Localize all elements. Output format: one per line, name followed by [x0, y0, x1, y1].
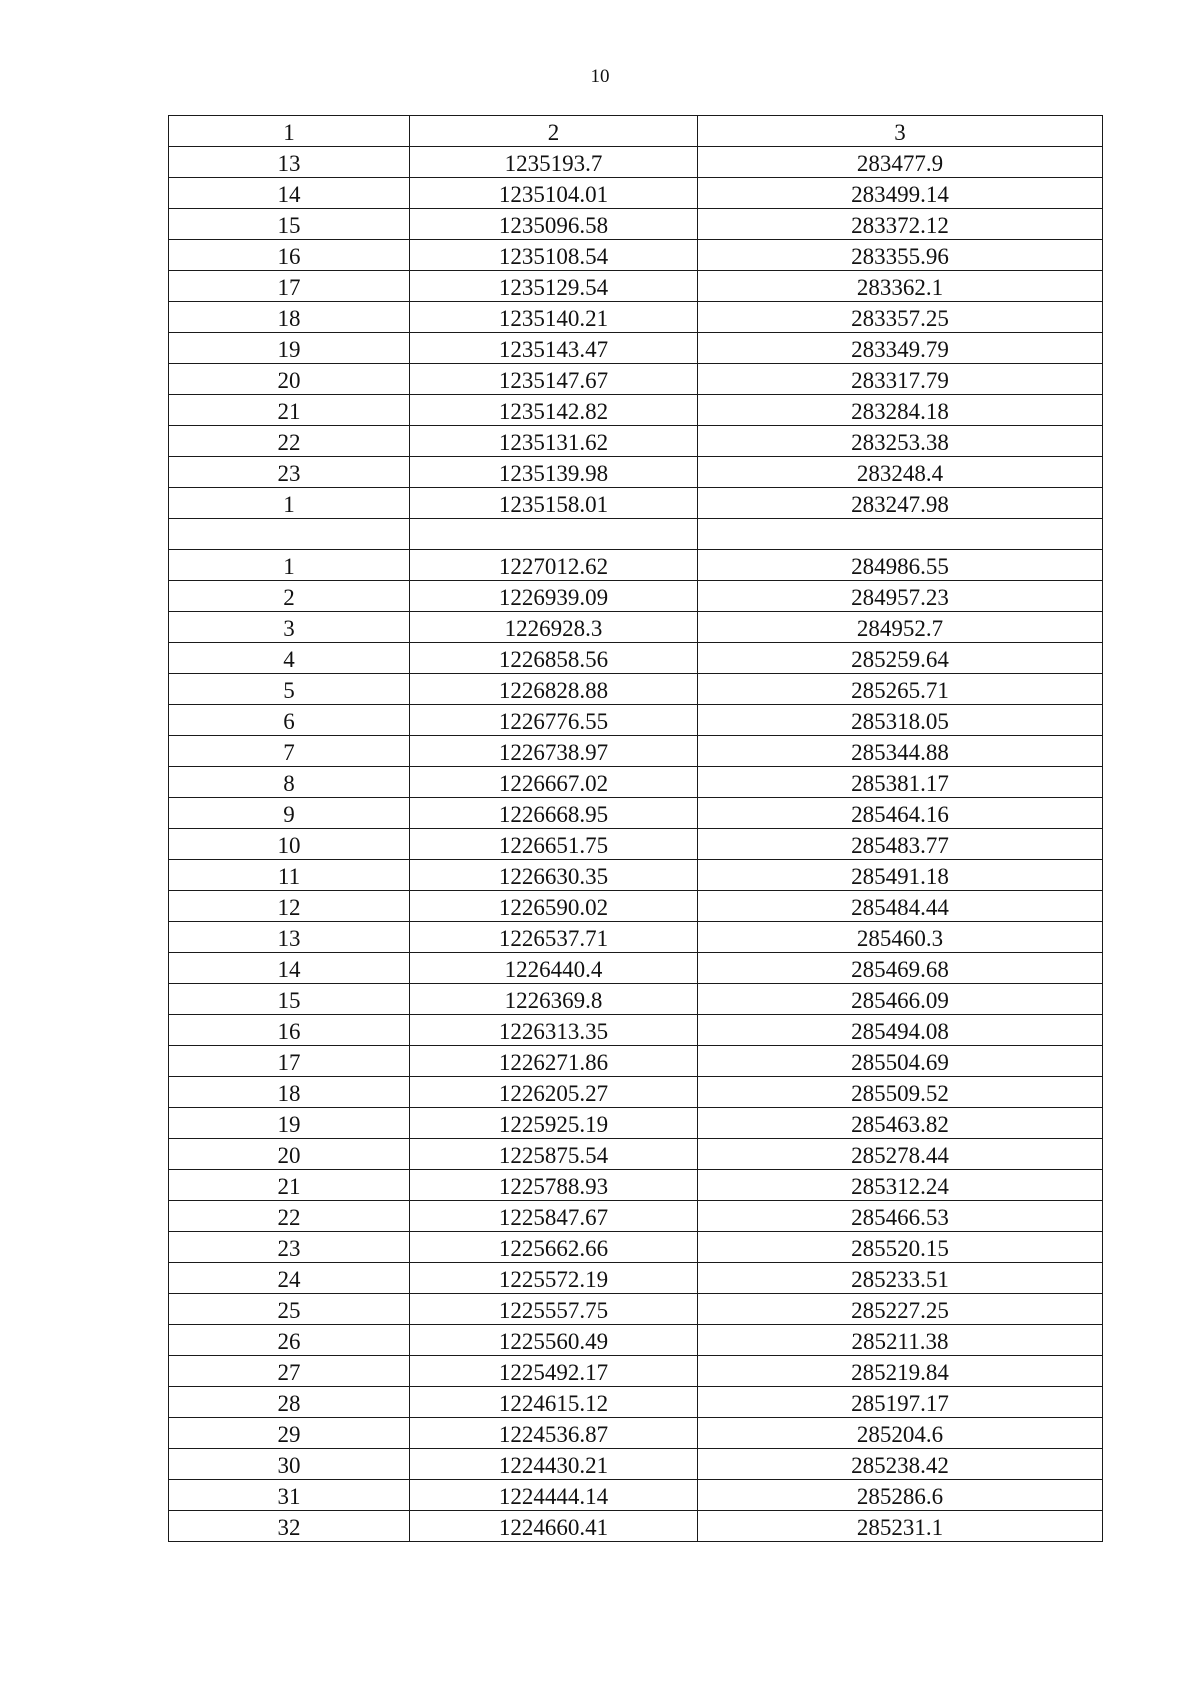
y-coordinate-cell: 285491.18 — [698, 860, 1103, 891]
table-row — [169, 457, 1103, 488]
table-row — [169, 1418, 1103, 1449]
x-coordinate-cell: 1226667.02 — [410, 767, 698, 798]
y-coordinate-cell: 283477.9 — [698, 147, 1103, 178]
point-number-cell: 18 — [169, 302, 410, 333]
x-coordinate-cell: 1225560.49 — [410, 1325, 698, 1356]
point-number-cell: 16 — [169, 1015, 410, 1046]
x-coordinate-cell: 1224536.87 — [410, 1418, 698, 1449]
point-number-cell: 29 — [169, 1418, 410, 1449]
table-row — [169, 1232, 1103, 1263]
table-row — [169, 271, 1103, 302]
x-coordinate-cell: 1226651.75 — [410, 829, 698, 860]
table-row — [169, 488, 1103, 519]
y-coordinate-cell: 284952.7 — [698, 612, 1103, 643]
table-row — [169, 1449, 1103, 1480]
y-coordinate-cell: 283357.25 — [698, 302, 1103, 333]
x-coordinate-cell: 1224444.14 — [410, 1480, 698, 1511]
table-row — [169, 395, 1103, 426]
x-coordinate-cell: 1235143.47 — [410, 333, 698, 364]
point-number-cell: 21 — [169, 395, 410, 426]
table-row — [169, 1015, 1103, 1046]
x-coordinate-cell: 1226369.8 — [410, 984, 698, 1015]
y-coordinate-cell: 283372.12 — [698, 209, 1103, 240]
y-coordinate-cell: 285509.52 — [698, 1077, 1103, 1108]
point-number-cell: 1 — [169, 550, 410, 581]
point-number-cell: 27 — [169, 1356, 410, 1387]
x-coordinate-cell: 1224430.21 — [410, 1449, 698, 1480]
table-row — [169, 209, 1103, 240]
y-coordinate-cell: 285211.38 — [698, 1325, 1103, 1356]
point-number-cell: 1 — [169, 488, 410, 519]
x-coordinate-cell: 1224660.41 — [410, 1511, 698, 1542]
point-number-cell: 7 — [169, 736, 410, 767]
point-number-cell: 25 — [169, 1294, 410, 1325]
y-coordinate-cell: 285381.17 — [698, 767, 1103, 798]
point-number-cell: 21 — [169, 1170, 410, 1201]
y-coordinate-cell: 285312.24 — [698, 1170, 1103, 1201]
table-row — [169, 1294, 1103, 1325]
point-number-cell: 22 — [169, 1201, 410, 1232]
table-row — [169, 426, 1103, 457]
column-header-3: 3 — [698, 116, 1103, 147]
y-coordinate-cell: 285238.42 — [698, 1449, 1103, 1480]
coordinates-table — [168, 115, 1103, 1542]
x-coordinate-cell: 1226205.27 — [410, 1077, 698, 1108]
table-row — [169, 1170, 1103, 1201]
x-coordinate-cell: 1226939.09 — [410, 581, 698, 612]
x-coordinate-cell: 1226928.3 — [410, 612, 698, 643]
x-coordinate-cell: 1226537.71 — [410, 922, 698, 953]
table-row — [169, 922, 1103, 953]
table-row — [169, 147, 1103, 178]
column-header-2: 2 — [410, 116, 698, 147]
point-number-cell: 23 — [169, 457, 410, 488]
point-number-cell: 23 — [169, 1232, 410, 1263]
x-coordinate-cell: 1225788.93 — [410, 1170, 698, 1201]
table-row — [169, 1387, 1103, 1418]
table-row — [169, 302, 1103, 333]
y-coordinate-cell: 284986.55 — [698, 550, 1103, 581]
x-coordinate-cell: 1226828.88 — [410, 674, 698, 705]
table-header-row — [169, 116, 1103, 147]
x-coordinate-cell: 1225557.75 — [410, 1294, 698, 1325]
y-coordinate-cell: 285504.69 — [698, 1046, 1103, 1077]
y-coordinate-cell: 285318.05 — [698, 705, 1103, 736]
point-number-cell: 16 — [169, 240, 410, 271]
page-number: 10 — [590, 66, 610, 87]
empty-cell — [169, 519, 410, 550]
table-row — [169, 1046, 1103, 1077]
table-row — [169, 705, 1103, 736]
x-coordinate-cell: 1225662.66 — [410, 1232, 698, 1263]
point-number-cell: 13 — [169, 922, 410, 953]
x-coordinate-cell: 1226313.35 — [410, 1015, 698, 1046]
y-coordinate-cell: 283355.96 — [698, 240, 1103, 271]
point-number-cell: 5 — [169, 674, 410, 705]
table-row — [169, 891, 1103, 922]
point-number-cell: 8 — [169, 767, 410, 798]
point-number-cell: 30 — [169, 1449, 410, 1480]
point-number-cell: 26 — [169, 1325, 410, 1356]
point-number-cell: 13 — [169, 147, 410, 178]
empty-cell — [410, 519, 698, 550]
table-row — [169, 829, 1103, 860]
y-coordinate-cell: 284957.23 — [698, 581, 1103, 612]
x-coordinate-cell: 1235139.98 — [410, 457, 698, 488]
y-coordinate-cell: 283248.4 — [698, 457, 1103, 488]
y-coordinate-cell: 285483.77 — [698, 829, 1103, 860]
y-coordinate-cell: 285344.88 — [698, 736, 1103, 767]
x-coordinate-cell: 1235131.62 — [410, 426, 698, 457]
x-coordinate-cell: 1227012.62 — [410, 550, 698, 581]
x-coordinate-cell: 1235142.82 — [410, 395, 698, 426]
table-row — [169, 984, 1103, 1015]
x-coordinate-cell: 1225572.19 — [410, 1263, 698, 1294]
point-number-cell: 17 — [169, 271, 410, 302]
table-row — [169, 798, 1103, 829]
x-coordinate-cell: 1225875.54 — [410, 1139, 698, 1170]
point-number-cell: 31 — [169, 1480, 410, 1511]
point-number-cell: 19 — [169, 1108, 410, 1139]
table-row — [169, 1139, 1103, 1170]
y-coordinate-cell: 283247.98 — [698, 488, 1103, 519]
table-row — [169, 364, 1103, 395]
y-coordinate-cell: 285219.84 — [698, 1356, 1103, 1387]
point-number-cell: 20 — [169, 1139, 410, 1170]
point-number-cell: 32 — [169, 1511, 410, 1542]
table-row — [169, 1356, 1103, 1387]
y-coordinate-cell: 283362.1 — [698, 271, 1103, 302]
point-number-cell: 18 — [169, 1077, 410, 1108]
table-body — [169, 147, 1103, 1542]
table-row — [169, 178, 1103, 209]
point-number-cell: 6 — [169, 705, 410, 736]
point-number-cell: 15 — [169, 984, 410, 1015]
table-row — [169, 581, 1103, 612]
table-row — [169, 1077, 1103, 1108]
x-coordinate-cell: 1235193.7 — [410, 147, 698, 178]
y-coordinate-cell: 285278.44 — [698, 1139, 1103, 1170]
point-number-cell: 12 — [169, 891, 410, 922]
y-coordinate-cell: 285197.17 — [698, 1387, 1103, 1418]
table-row — [169, 1201, 1103, 1232]
point-number-cell: 22 — [169, 426, 410, 457]
y-coordinate-cell: 285204.6 — [698, 1418, 1103, 1449]
y-coordinate-cell: 285466.09 — [698, 984, 1103, 1015]
point-number-cell: 10 — [169, 829, 410, 860]
point-number-cell: 17 — [169, 1046, 410, 1077]
x-coordinate-cell: 1235140.21 — [410, 302, 698, 333]
x-coordinate-cell: 1225925.19 — [410, 1108, 698, 1139]
point-number-cell: 4 — [169, 643, 410, 674]
point-number-cell: 14 — [169, 953, 410, 984]
table-row — [169, 1263, 1103, 1294]
table-row — [169, 767, 1103, 798]
table-row — [169, 1511, 1103, 1542]
table-row — [169, 240, 1103, 271]
x-coordinate-cell: 1235108.54 — [410, 240, 698, 271]
y-coordinate-cell: 285520.15 — [698, 1232, 1103, 1263]
table-row — [169, 860, 1103, 891]
y-coordinate-cell: 285259.64 — [698, 643, 1103, 674]
y-coordinate-cell: 285463.82 — [698, 1108, 1103, 1139]
point-number-cell: 3 — [169, 612, 410, 643]
table-row — [169, 643, 1103, 674]
y-coordinate-cell: 283499.14 — [698, 178, 1103, 209]
y-coordinate-cell: 285494.08 — [698, 1015, 1103, 1046]
empty-cell — [698, 519, 1103, 550]
x-coordinate-cell: 1226858.56 — [410, 643, 698, 674]
section-separator-row — [169, 519, 1103, 550]
x-coordinate-cell: 1235158.01 — [410, 488, 698, 519]
table-row — [169, 1480, 1103, 1511]
y-coordinate-cell: 285469.68 — [698, 953, 1103, 984]
x-coordinate-cell: 1225492.17 — [410, 1356, 698, 1387]
y-coordinate-cell: 285466.53 — [698, 1201, 1103, 1232]
x-coordinate-cell: 1226440.4 — [410, 953, 698, 984]
x-coordinate-cell: 1235147.67 — [410, 364, 698, 395]
y-coordinate-cell: 285233.51 — [698, 1263, 1103, 1294]
x-coordinate-cell: 1226668.95 — [410, 798, 698, 829]
table-row — [169, 612, 1103, 643]
x-coordinate-cell: 1226590.02 — [410, 891, 698, 922]
table-row — [169, 953, 1103, 984]
y-coordinate-cell: 283349.79 — [698, 333, 1103, 364]
table-row — [169, 550, 1103, 581]
x-coordinate-cell: 1226738.97 — [410, 736, 698, 767]
table-row — [169, 736, 1103, 767]
x-coordinate-cell: 1226776.55 — [410, 705, 698, 736]
column-header-1: 1 — [169, 116, 410, 147]
x-coordinate-cell: 1225847.67 — [410, 1201, 698, 1232]
point-number-cell: 9 — [169, 798, 410, 829]
table-row — [169, 333, 1103, 364]
y-coordinate-cell: 285265.71 — [698, 674, 1103, 705]
y-coordinate-cell: 285227.25 — [698, 1294, 1103, 1325]
table-row — [169, 1325, 1103, 1356]
y-coordinate-cell: 285231.1 — [698, 1511, 1103, 1542]
table-row — [169, 674, 1103, 705]
point-number-cell: 15 — [169, 209, 410, 240]
y-coordinate-cell: 283284.18 — [698, 395, 1103, 426]
y-coordinate-cell: 285484.44 — [698, 891, 1103, 922]
y-coordinate-cell: 283317.79 — [698, 364, 1103, 395]
point-number-cell: 11 — [169, 860, 410, 891]
point-number-cell: 24 — [169, 1263, 410, 1294]
y-coordinate-cell: 283253.38 — [698, 426, 1103, 457]
x-coordinate-cell: 1235104.01 — [410, 178, 698, 209]
point-number-cell: 2 — [169, 581, 410, 612]
x-coordinate-cell: 1235129.54 — [410, 271, 698, 302]
x-coordinate-cell: 1224615.12 — [410, 1387, 698, 1418]
point-number-cell: 20 — [169, 364, 410, 395]
y-coordinate-cell: 285460.3 — [698, 922, 1103, 953]
x-coordinate-cell: 1235096.58 — [410, 209, 698, 240]
point-number-cell: 19 — [169, 333, 410, 364]
x-coordinate-cell: 1226630.35 — [410, 860, 698, 891]
x-coordinate-cell: 1226271.86 — [410, 1046, 698, 1077]
point-number-cell: 28 — [169, 1387, 410, 1418]
y-coordinate-cell: 285464.16 — [698, 798, 1103, 829]
table-row — [169, 1108, 1103, 1139]
point-number-cell: 14 — [169, 178, 410, 209]
y-coordinate-cell: 285286.6 — [698, 1480, 1103, 1511]
